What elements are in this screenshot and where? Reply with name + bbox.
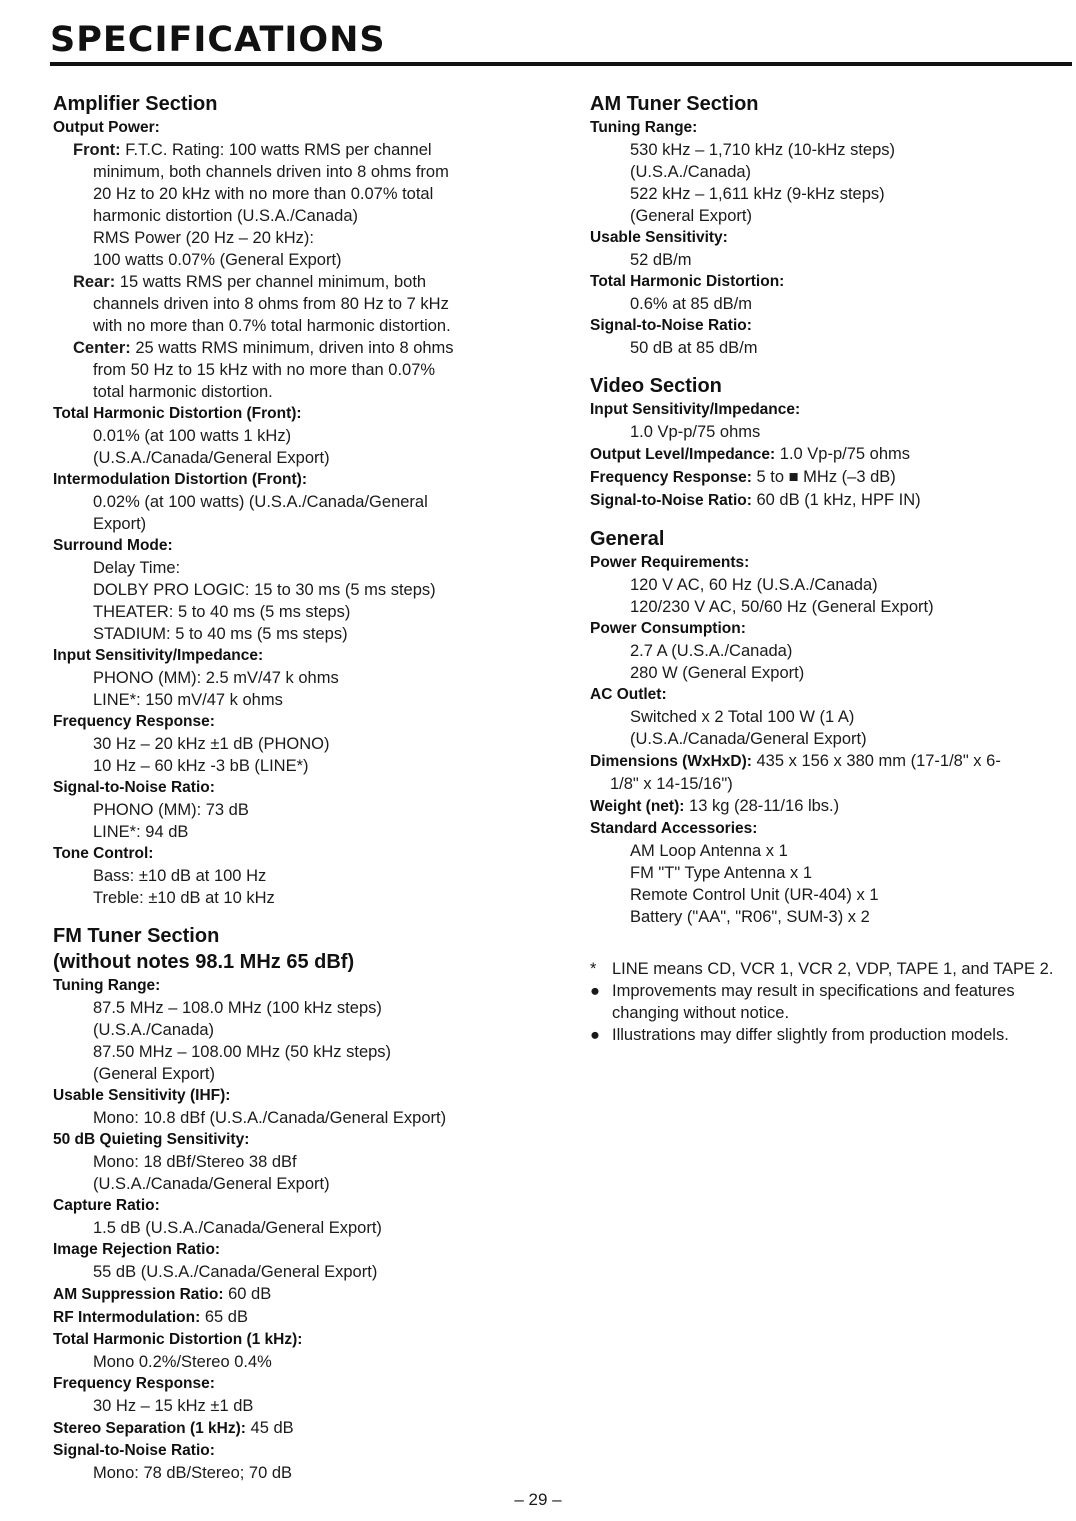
video-section-title: Video Section xyxy=(590,375,722,397)
accessories-label: Standard Accessories: xyxy=(590,820,758,837)
weight-value: 13 kg (28-11/16 lbs.) xyxy=(689,797,840,815)
fm-section-title: FM Tuner Section xyxy=(53,925,220,947)
am-snr-label: Signal-to-Noise Ratio: xyxy=(590,317,752,334)
bullet-note xyxy=(590,980,1072,1024)
center-line-1 xyxy=(53,337,558,359)
fm-usable-line-1: Mono: 10.8 dBf (U.S.A./Canada/General Export) xyxy=(93,1109,447,1127)
video-output xyxy=(590,443,1072,466)
center-line-3: total harmonic distortion. xyxy=(93,383,273,401)
rear-line-2: channels driven into 8 ohms from 80 Hz to 7 kHz xyxy=(93,295,449,313)
section-gap xyxy=(590,359,1072,373)
fm-am-supp-value: 60 dB xyxy=(228,1285,272,1303)
amp-snr-label: Signal-to-Noise Ratio: xyxy=(53,779,215,796)
power-req-label: Power Requirements: xyxy=(590,554,750,571)
asterisk-note-text: LINE means CD, VCR 1, VCR 2, VDP, TAPE 1, and TAPE 2. xyxy=(612,960,1054,978)
am-tuning-line-1: 530 kHz – 1,710 kHz (10-kHz steps) xyxy=(630,141,896,159)
dimensions-value: 435 x 156 x 380 mm (17-1/8" x 6- xyxy=(756,752,1001,770)
page-number: – 29 – xyxy=(514,1490,562,1509)
dimensions-value-2: 1/8" x 14-15/16") xyxy=(610,775,733,793)
dimensions-label: Dimensions (WxHxD): xyxy=(590,753,752,770)
surround-line-3: THEATER: 5 to 40 ms (5 ms steps) xyxy=(93,603,351,621)
video-input-label: Input Sensitivity/Impedance: xyxy=(590,401,801,418)
fm-capture-label: Capture Ratio: xyxy=(53,1197,160,1214)
bullet-note xyxy=(590,1024,1072,1046)
fm-image-line-1: 55 dB (U.S.A./Canada/General Export) xyxy=(93,1263,378,1281)
center-label: Center: xyxy=(73,339,131,357)
section-gap xyxy=(53,909,558,923)
video-output-value: 1.0 Vp-p/75 ohms xyxy=(779,445,911,463)
am-tuning-label: Tuning Range: xyxy=(590,119,698,136)
video-freq xyxy=(590,466,1072,489)
front-label: Front: xyxy=(73,141,121,159)
am-tuning-line-2: (U.S.A./Canada) xyxy=(630,163,752,181)
fm-rf-value: 65 dB xyxy=(204,1308,248,1326)
amplifier-section-title: Amplifier Section xyxy=(53,93,218,115)
fm-image-label: Image Rejection Ratio: xyxy=(53,1241,221,1258)
am-usable-line-1: 52 dB/m xyxy=(630,251,692,269)
section-gap xyxy=(590,928,1072,958)
video-snr-label: Signal-to-Noise Ratio: xyxy=(590,492,752,509)
video-snr xyxy=(590,489,1072,512)
asterisk-mark: * xyxy=(590,960,597,978)
weight xyxy=(590,795,1072,818)
fm-tuning-line-3: 87.50 MHz – 108.00 MHz (50 kHz steps) xyxy=(93,1043,392,1061)
video-freq-value: 5 to ■ MHz (–3 dB) xyxy=(756,468,896,486)
video-snr-value: 60 dB (1 kHz, HPF IN) xyxy=(756,491,921,509)
fm-am-suppression xyxy=(53,1283,558,1306)
accessory-1: AM Loop Antenna x 1 xyxy=(630,842,788,860)
center-text-1: 25 watts RMS minimum, driven into 8 ohms xyxy=(135,339,454,357)
surround-line-2: DOLBY PRO LOGIC: 15 to 30 ms (5 ms steps) xyxy=(93,581,436,599)
fm-rf-intermod xyxy=(53,1306,558,1329)
amp-freq-line-2: 10 Hz – 60 kHz -3 bB (LINE*) xyxy=(93,757,309,775)
tone-line-2: Treble: ±10 dB at 10 kHz xyxy=(93,889,275,907)
front-line-1 xyxy=(53,139,558,161)
tone-label: Tone Control: xyxy=(53,845,154,862)
center-line-2: from 50 Hz to 15 kHz with no more than 0.07% xyxy=(93,361,436,379)
rear-line-1 xyxy=(53,271,558,293)
bullet-note-text-1: Improvements may result in specifications and features changing without notice. xyxy=(612,982,1015,1022)
fm-am-supp-label: AM Suppression Ratio: xyxy=(53,1286,224,1303)
section-gap xyxy=(590,512,1072,526)
ac-outlet-line-1: Switched x 2 Total 100 W (1 A) xyxy=(630,708,855,726)
power-req-line-2: 120/230 V AC, 50/60 Hz (General Export) xyxy=(630,598,934,616)
bullet-note-text-2: Illustrations may differ slightly from production models. xyxy=(612,1026,1009,1044)
rear-line-3: with no more than 0.7% total harmonic distortion. xyxy=(93,317,451,335)
fm-quiet-line-2: (U.S.A./Canada/General Export) xyxy=(93,1175,330,1193)
fm-quiet-line-1: Mono: 18 dBf/Stereo 38 dBf xyxy=(93,1153,297,1171)
general-section-title: General xyxy=(590,528,665,550)
surround-line-1: Delay Time: xyxy=(93,559,181,577)
am-thd-line-1: 0.6% at 85 dB/m xyxy=(630,295,752,313)
front-text-1: F.T.C. Rating: 100 watts RMS per channel xyxy=(125,141,432,159)
fm-thd-line-1: Mono 0.2%/Stereo 0.4% xyxy=(93,1353,272,1371)
amp-input-line-1: PHONO (MM): 2.5 mV/47 k ohms xyxy=(93,669,339,687)
amp-thd-label: Total Harmonic Distortion (Front): xyxy=(53,405,302,422)
am-thd-label: Total Harmonic Distortion: xyxy=(590,273,785,290)
fm-stereo-value: 45 dB xyxy=(250,1419,294,1437)
fm-freq-label: Frequency Response: xyxy=(53,1375,215,1392)
asterisk-note xyxy=(590,958,1072,980)
amp-snr-line-1: PHONO (MM): 73 dB xyxy=(93,801,249,819)
fm-snr-label: Signal-to-Noise Ratio: xyxy=(53,1442,215,1459)
am-usable-label: Usable Sensitivity: xyxy=(590,229,728,246)
power-cons-line-2: 280 W (General Export) xyxy=(630,664,805,682)
amp-snr-line-2: LINE*: 94 dB xyxy=(93,823,189,841)
surround-label: Surround Mode: xyxy=(53,537,173,554)
amp-freq-label: Frequency Response: xyxy=(53,713,215,730)
front-line-2: minimum, both channels driven into 8 ohms from xyxy=(93,163,449,181)
am-tuning-line-4: (General Export) xyxy=(630,207,752,225)
front-line-4: harmonic distortion (U.S.A./Canada) xyxy=(93,207,359,225)
left-column xyxy=(53,91,558,1484)
front-line-3: 20 Hz to 20 kHz with no more than 0.07% total xyxy=(93,185,434,203)
fm-snr-line-1: Mono: 78 dB/Stereo; 70 dB xyxy=(93,1464,293,1482)
accessory-2: FM "T" Type Antenna x 1 xyxy=(630,864,812,882)
video-freq-label: Frequency Response: xyxy=(590,469,752,486)
fm-rf-label: RF Intermodulation: xyxy=(53,1309,201,1326)
page-title: SPECIFICATIONS xyxy=(50,20,386,60)
ac-outlet-label: AC Outlet: xyxy=(590,686,667,703)
fm-stereo-label: Stereo Separation (1 kHz): xyxy=(53,1420,246,1437)
fm-capture-line-1: 1.5 dB (U.S.A./Canada/General Export) xyxy=(93,1219,382,1237)
fm-stereo-separation xyxy=(53,1417,558,1440)
amp-imd-line-2: Export) xyxy=(93,515,147,533)
fm-quiet-label: 50 dB Quieting Sensitivity: xyxy=(53,1131,250,1148)
fm-tuning-line-2: (U.S.A./Canada) xyxy=(93,1021,215,1039)
power-req-line-1: 120 V AC, 60 Hz (U.S.A./Canada) xyxy=(630,576,878,594)
video-input-line-1: 1.0 Vp-p/75 ohms xyxy=(630,423,761,441)
tone-line-1: Bass: ±10 dB at 100 Hz xyxy=(93,867,267,885)
fm-tuning-line-1: 87.5 MHz – 108.0 MHz (100 kHz steps) xyxy=(93,999,382,1017)
rear-label: Rear: xyxy=(73,273,116,291)
output-power-label: Output Power: xyxy=(53,119,160,136)
am-tuning-line-3: 522 kHz – 1,611 kHz (9-kHz steps) xyxy=(630,185,885,203)
surround-line-4: STADIUM: 5 to 40 ms (5 ms steps) xyxy=(93,625,348,643)
amp-input-label: Input Sensitivity/Impedance: xyxy=(53,647,264,664)
accessory-3: Remote Control Unit (UR-404) x 1 xyxy=(630,886,879,904)
bullet-icon: ● xyxy=(590,982,600,1000)
amp-imd-label: Intermodulation Distortion (Front): xyxy=(53,471,307,488)
accessory-4: Battery ("AA", "R06", SUM-3) x 2 xyxy=(630,908,870,926)
front-line-5: RMS Power (20 Hz – 20 kHz): xyxy=(93,229,314,247)
am-section-title: AM Tuner Section xyxy=(590,93,759,115)
video-output-label: Output Level/Impedance: xyxy=(590,446,776,463)
fm-tuning-label: Tuning Range: xyxy=(53,977,161,994)
fm-section-subtitle: (without notes 98.1 MHz 65 dBf) xyxy=(53,951,355,973)
front-line-6: 100 watts 0.07% (General Export) xyxy=(93,251,342,269)
fm-usable-label: Usable Sensitivity (IHF): xyxy=(53,1087,231,1104)
bullet-icon: ● xyxy=(590,1026,600,1044)
fm-freq-line-1: 30 Hz – 15 kHz ±1 dB xyxy=(93,1397,254,1415)
amp-input-line-2: LINE*: 150 mV/47 k ohms xyxy=(93,691,283,709)
amp-thd-line-2: (U.S.A./Canada/General Export) xyxy=(93,449,330,467)
rear-text-1: 15 watts RMS per channel minimum, both xyxy=(119,273,427,291)
ac-outlet-line-2: (U.S.A./Canada/General Export) xyxy=(630,730,867,748)
title-rule xyxy=(50,62,1072,66)
power-cons-label: Power Consumption: xyxy=(590,620,746,637)
power-cons-line-1: 2.7 A (U.S.A./Canada) xyxy=(630,642,793,660)
weight-label: Weight (net): xyxy=(590,798,685,815)
fm-tuning-line-4: (General Export) xyxy=(93,1065,215,1083)
amp-thd-line-1: 0.01% (at 100 watts 1 kHz) xyxy=(93,427,292,445)
dimensions xyxy=(590,750,1072,773)
am-snr-line-1: 50 dB at 85 dB/m xyxy=(630,339,758,357)
amp-freq-line-1: 30 Hz – 20 kHz ±1 dB (PHONO) xyxy=(93,735,330,753)
amp-imd-line-1: 0.02% (at 100 watts) (U.S.A./Canada/General xyxy=(93,493,428,511)
right-column xyxy=(590,91,1072,1046)
fm-thd-label: Total Harmonic Distortion (1 kHz): xyxy=(53,1331,303,1348)
